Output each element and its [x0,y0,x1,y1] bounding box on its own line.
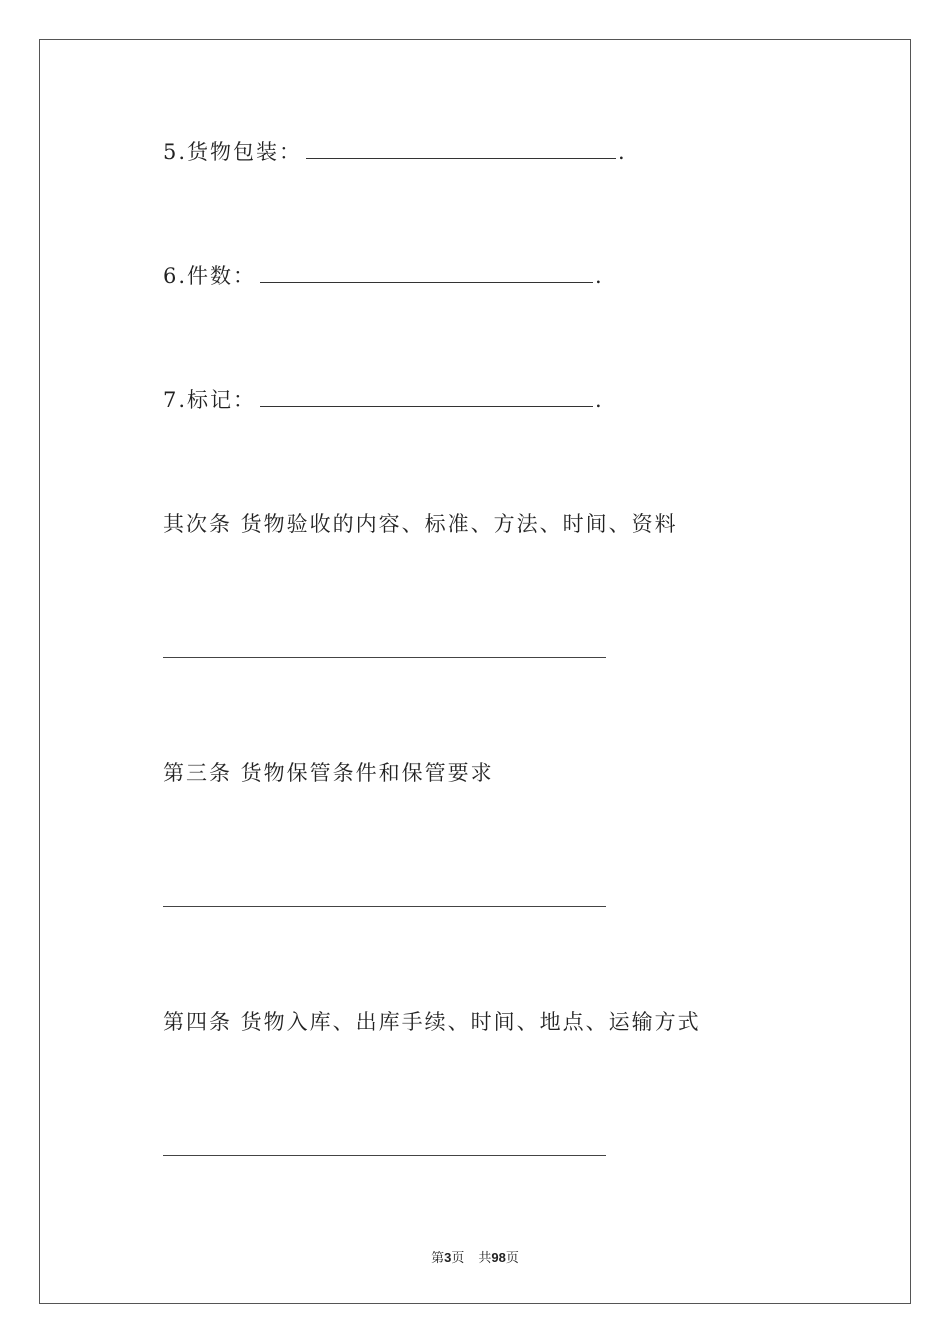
footer-total-pages: 98 [491,1250,506,1265]
item-marks-end: . [595,388,604,412]
item-packaging-label: 5.货物包装： [163,140,303,164]
page-footer [0,1247,950,1266]
footer-page-suffix: 页 [451,1251,465,1266]
footer-total-suffix: 页 [505,1251,519,1266]
article-storage-blank[interactable] [163,906,606,907]
article-inspection-title: 其次条 货物验收的内容、标准、方法、时间、资料 [163,512,678,536]
quantity-blank[interactable] [260,264,593,283]
page-frame [39,39,911,1304]
item-quantity [163,261,604,291]
article-inout-blank[interactable] [163,1155,606,1156]
footer-prefix: 第 [431,1251,445,1266]
article-storage-title: 第三条 货物保管条件和保管要求 [163,761,494,785]
footer-page-number: 3 [444,1250,452,1265]
item-packaging-end: . [618,140,627,164]
packaging-blank[interactable] [306,140,616,159]
article-inspection-blank[interactable] [163,657,606,658]
item-packaging [163,137,627,167]
item-quantity-label: 6.件数： [163,264,257,288]
item-quantity-end: . [595,264,604,288]
item-marks-label: 7.标记： [163,388,257,412]
item-marks [163,385,604,415]
marks-blank[interactable] [260,388,593,407]
article-inout-title: 第四条 货物入库、出库手续、时间、地点、运输方式 [163,1010,701,1034]
footer-total-prefix: 共 [478,1251,492,1266]
